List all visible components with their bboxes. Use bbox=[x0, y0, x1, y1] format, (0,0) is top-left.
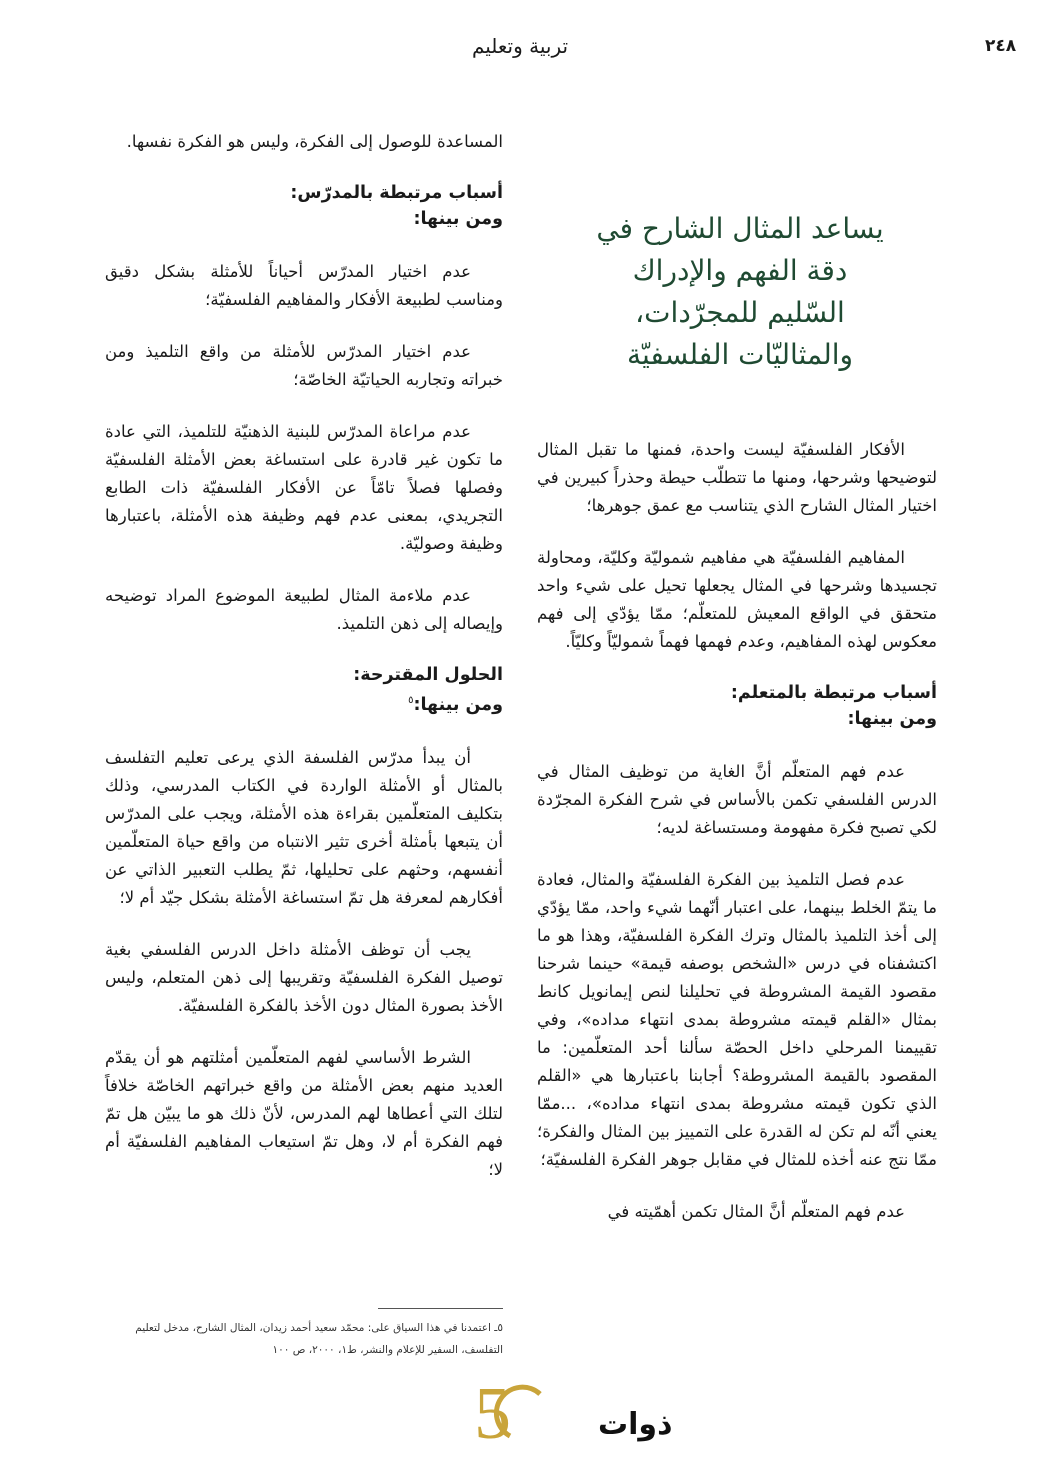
right-column bbox=[537, 436, 937, 1250]
paragraph: الشرط الأساسي لفهم المتعلّمين أمثلتهم هو أن يقدّم العديد منهم بعض الأمثلة من واقع خبراتهم الخاصّة خلافاً لتلك التي أعطاها لهم المدرس، لأنّ ذلك هو ما يبيّن هل تمّ فهم الفكرة أم لا، وهل تمّ استيعاب المفاهيم الفلسفيّة أم لا؛ bbox=[105, 1047, 503, 1179]
heading-line: أسباب مرتبطة بالمدرّس: bbox=[290, 183, 503, 203]
logo-word: ذوات bbox=[598, 1407, 673, 1442]
paragraph: يجب أن توظف الأمثلة داخل الدرس الفلسفي بغية توصيل الفكرة الفلسفيّة وتقريبها إلى ذهن المتعلم، وليس الأخذ بصورة المثال دون الأخذ بالفكرة الفلسفيّة. bbox=[105, 939, 503, 1015]
left-column bbox=[105, 128, 503, 1208]
heading-subline: ومن بينها: bbox=[847, 709, 937, 729]
section-heading-teacher bbox=[105, 180, 503, 232]
pull-quote-line: والمثاليّات الفلسفيّة bbox=[626, 338, 854, 371]
paragraph-continued: المساعدة للوصول إلى الفكرة، وليس هو الفكرة نفسها. bbox=[126, 132, 503, 151]
page-number: ٢٤٨ bbox=[985, 36, 1017, 56]
paragraph: أن يبدأ مدرّس الفلسفة الذي يرعى تعليم التفلسف بالمثال أو الأمثلة الواردة في الكتاب المدرسي، وذلك بتكليف المتعلّمين بقراءة هذه الأمثلة، ويجب على المدرّس أن يتبعها بأمثلة أخرى تثير الانتباه من واقع حياة المتعلّمين أنفسهم، وحثهم على تحليلها، ثمّ يطلب التعبير الذاتي عن أفكارهم لمعرفة هل تمّ استساغة الأمثلة بشكل جيّد أم لا؛ bbox=[105, 747, 503, 907]
paragraph: عدم فهم المتعلّم أنَّ المثال تكمن أهمّيته في bbox=[607, 1202, 905, 1221]
pull-quote-line: يساعد المثال الشارح في bbox=[596, 212, 884, 245]
pull-quote bbox=[560, 208, 920, 376]
pull-quote-line: دقة الفهم والإدراك bbox=[632, 254, 848, 287]
heading-subline: ومن بينها: bbox=[413, 694, 503, 715]
paragraph: عدم اختيار المدرّس أحياناً للأمثلة بشكل دقيق ومناسب لطبيعة الأفكار والمفاهيم الفلسفيّة؛ bbox=[105, 262, 503, 309]
paragraph: عدم اختيار المدرّس للأمثلة من واقع التلميذ ومن خبراته وتجاربه الحياتيّة الخاصّة؛ bbox=[105, 342, 503, 389]
paragraph: الأفكار الفلسفيّة ليست واحدة، فمنها ما تقبل المثال لتوضيحها وشرحها، ومنها ما تتطلّب حيطة وحذراً كبيرين في اختيار المثال الشارح الذي يتناسب مع عمق جوهرها؛ bbox=[537, 440, 937, 515]
footnote-divider bbox=[378, 1308, 503, 1309]
section-heading-solutions bbox=[105, 662, 503, 718]
heading-line: الحلول المقترحة: bbox=[353, 665, 503, 685]
logo-number: 5 bbox=[474, 1373, 511, 1455]
paragraph: عدم ملاءمة المثال لطبيعة الموضوع المراد توضيحه وإيصاله إلى ذهن التلميذ. bbox=[105, 586, 503, 633]
heading-subline: ومن بينها: bbox=[413, 209, 503, 229]
dhawat-logo bbox=[470, 1373, 673, 1455]
footnote-marker: ٥ bbox=[408, 695, 414, 706]
footnote: ٥ـ اعتمدنا في هذا السياق على: محمّد سعيد أحمد زيدان، المثال الشارح، مدخل لتعليم التفلسف، السفير للإعلام والنشر، ط١، ٢٠٠٠، ص ١٠٠ bbox=[135, 1322, 503, 1356]
paragraph: عدم فصل التلميذ بين الفكرة الفلسفيّة والمثال، فعادة ما يتمّ الخلط بينهما، على اعتبار أنّهما شيء واحد، ممّا يؤدّي إلى أخذ التلميذ بالمثال وترك الفكرة الفلسفيّة، وهذا هو ما اكتشفناه في درس «الشخص بوصفه قيمة» حينما شرحنا مقصود القيمة المشروطة في تحليلنا لنص إيمانويل كانط بمثال «القلم قيمته مشروطة بمدى انتهاء مداده»، وفي تقييمنا المرحلي داخل الحصّة سألنا أحد المتعلّمين: ما المقصود بالقيمة المشروطة؟ أجابنا باعتبارها هي «القلم الذي تكون قيمته مشروطة بمدى انتهاء مداده»، ...ممّا يعني أنّه لم تكن له القدرة على التمييز بين المثال والفكرة؛ ممّا نتج عنه أخذه للمثال في مقابل جوهر الفكرة الفلسفيّة؛ bbox=[537, 870, 937, 1169]
section-heading-learner bbox=[537, 680, 937, 732]
paragraph: عدم فهم المتعلّم أنَّ الغاية من توظيف المثال في الدرس الفلسفي تكمن بالأساس في شرح الفكرة المجرّدة لكي تصبح فكرة مفهومة ومستساغة لديه؛ bbox=[537, 762, 937, 837]
paragraph: عدم مراعاة المدرّس للبنية الذهنيّة للتلميذ، التي عادة ما تكون غير قادرة على استساغة بعض الأمثلة الفلسفيّة وفصلها فصلاً تامّاً عن الأفكار الفلسفيّة ذات الطابع التجريدي، بمعنى عدم فهم وظيفة هذه الأمثلة، باعتبارها وظيفة وصوليّة. bbox=[105, 422, 503, 553]
page-header bbox=[0, 30, 1040, 70]
running-title: تربية وتعليم bbox=[471, 34, 569, 58]
paragraph: المفاهيم الفلسفيّة هي مفاهيم شموليّة وكليّة، ومحاولة تجسيدها وشرحها في المثال يجعلها تحيل على شيء واحد متحقق في الواقع المعيش للمتعلّم؛ ممّا يؤدّي إلى فهم معكوس لهذه المفاهيم، وعدم فهمها فهماً شموليّاً وكليّاً. bbox=[537, 548, 937, 651]
heading-line: أسباب مرتبطة بالمتعلم: bbox=[730, 683, 937, 703]
pull-quote-line: السّليم للمجرّدات، bbox=[635, 296, 845, 329]
